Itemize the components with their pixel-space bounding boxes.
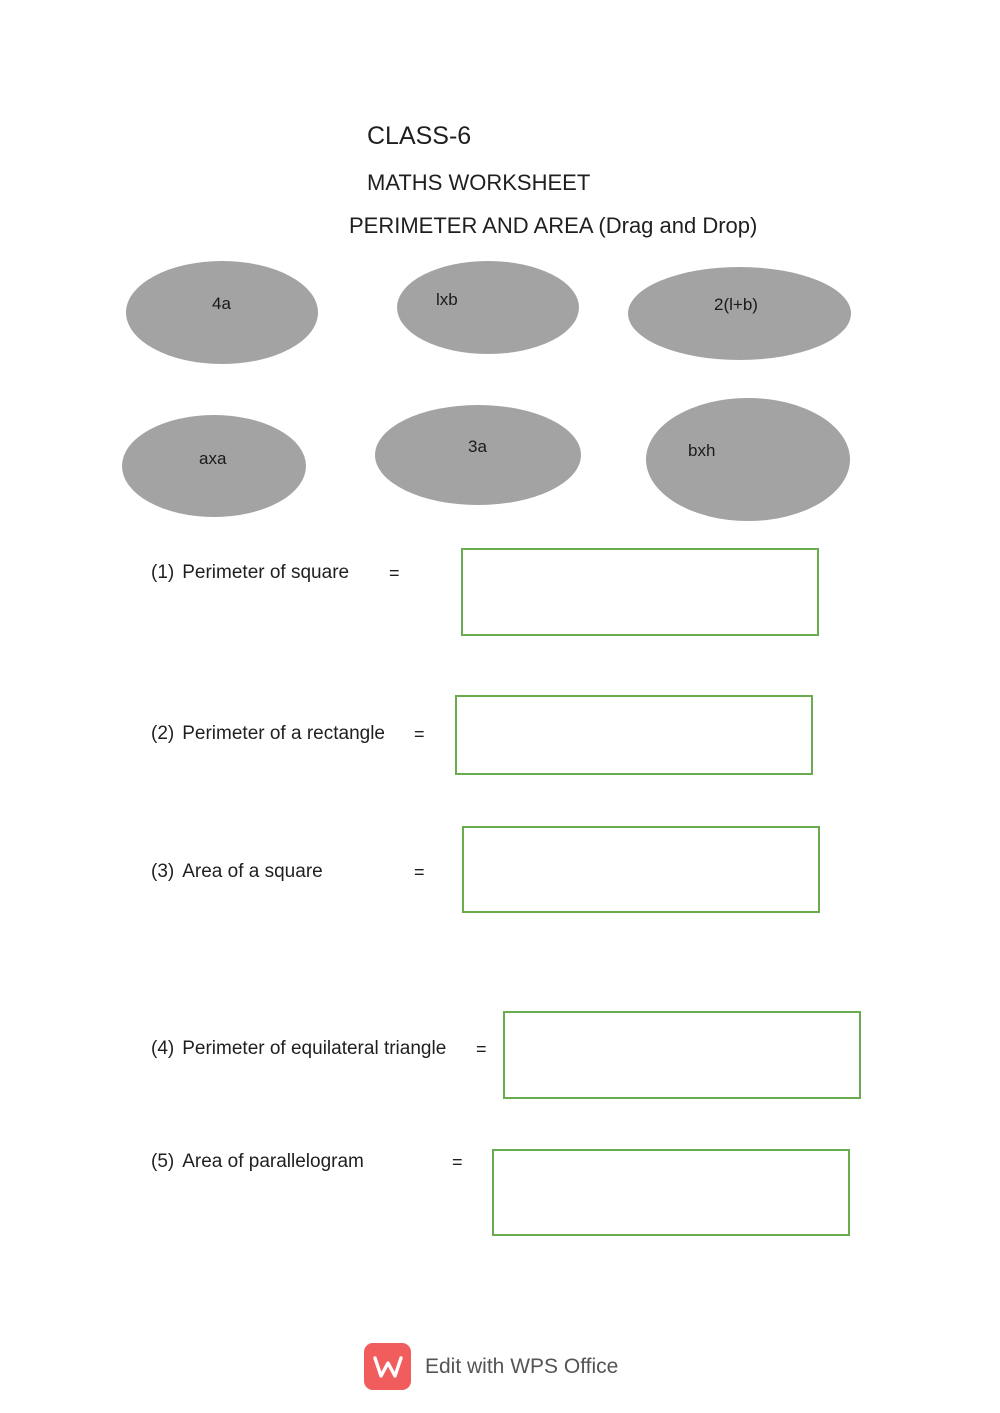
- chip-label: lxb: [436, 290, 458, 309]
- question-text: Area of parallelogram: [182, 1151, 364, 1172]
- answer-dropzone-2[interactable]: [455, 695, 813, 775]
- answer-dropzone-5[interactable]: [492, 1149, 850, 1236]
- answer-dropzone-1[interactable]: [461, 548, 819, 636]
- equals-sign: =: [389, 563, 400, 583]
- question-1: [151, 562, 349, 584]
- worksheet-class-label: CLASS-6: [367, 122, 472, 150]
- question-number: (4): [151, 1038, 175, 1059]
- question-text: Perimeter of a rectangle: [182, 723, 385, 744]
- draggable-chip-3a[interactable]: [375, 405, 581, 505]
- answer-dropzone-3[interactable]: [462, 826, 820, 913]
- question-2: [151, 723, 385, 745]
- wps-office-label: Edit with WPS Office: [425, 1354, 619, 1378]
- answer-dropzone-4[interactable]: [503, 1011, 861, 1099]
- question-3: [151, 861, 323, 883]
- equals-sign: =: [452, 1152, 463, 1172]
- question-number: (3): [151, 861, 175, 882]
- draggable-chip-axa[interactable]: [122, 415, 306, 517]
- worksheet-topic: PERIMETER AND AREA (Drag and Drop): [349, 213, 758, 238]
- question-number: (5): [151, 1151, 175, 1172]
- equals-sign: =: [414, 862, 425, 882]
- question-5: [151, 1151, 364, 1173]
- question-text: Area of a square: [182, 861, 323, 882]
- chip-label: 3a: [468, 437, 487, 456]
- draggable-chip-bxh[interactable]: [646, 398, 850, 521]
- chip-label: axa: [199, 449, 227, 468]
- draggable-chip-2-l-plus-b[interactable]: [628, 267, 851, 360]
- chip-label: 4a: [212, 294, 231, 313]
- worksheet-subject: MATHS WORKSHEET: [367, 170, 591, 195]
- question-4: [151, 1038, 446, 1060]
- wps-office-logo-icon: [364, 1343, 411, 1390]
- question-number: (2): [151, 723, 175, 744]
- draggable-chip-4a[interactable]: [126, 261, 318, 364]
- chip-label: 2(l+b): [714, 295, 758, 314]
- question-number: (1): [151, 562, 175, 583]
- draggable-chip-lxb[interactable]: [397, 261, 579, 354]
- question-text: Perimeter of square: [182, 562, 350, 583]
- wps-office-edit-link[interactable]: [364, 1343, 618, 1390]
- equals-sign: =: [476, 1039, 487, 1059]
- question-text: Perimeter of equilateral triangle: [182, 1038, 447, 1059]
- chip-label: bxh: [688, 441, 716, 460]
- equals-sign: =: [414, 724, 425, 744]
